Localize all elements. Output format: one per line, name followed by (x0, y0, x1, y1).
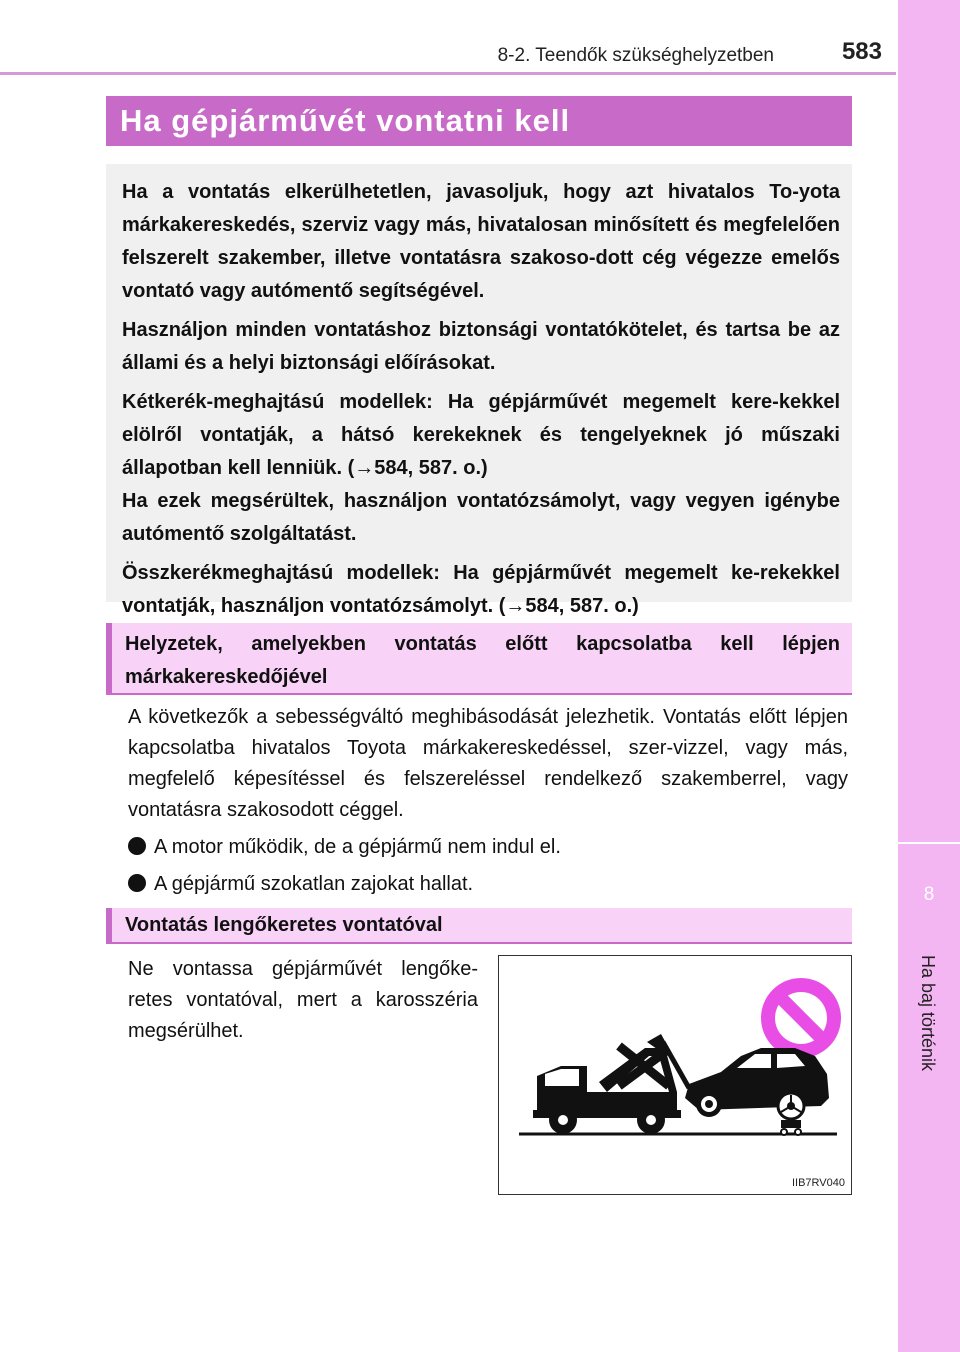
chapter-number: 8 (923, 884, 935, 905)
bullet-icon (128, 874, 146, 892)
illustration-frame (498, 955, 852, 1195)
header-rule (0, 72, 896, 75)
section-body-dealer (128, 702, 848, 900)
section-heading-sling (106, 908, 852, 944)
section-heading-text: Vontatás lengőkeretes vontatóval (125, 914, 443, 936)
summary-box (106, 164, 852, 617)
car-icon (685, 1048, 829, 1119)
prohibited-icon (761, 978, 841, 1058)
page-number: 583 (841, 38, 882, 65)
figure-code: IIB7RV040 (791, 1177, 845, 1189)
side-tab-divider (898, 842, 960, 844)
summary-paragraph: Ha a vontatás elkerülhetetlen, javasoljuk, hogy azt hivatalos To-yota márkakereskedés, szerviz vagy más, hivatalosan minősített és megfelelően felszerelt szakember, illetve vontatásra szakoso-dott cég végezze emelős vontató vagy autómentő segítségével. (122, 181, 840, 302)
section-body-sling: Ne vontassa gépjárművét lengőke-retes vontatóval, mert a karosszéria megsérülhet. (128, 958, 478, 1042)
section-heading-text: Helyzetek, amelyekben vontatás előtt kapcsolatba kell lépjen márkakereskedőjével (125, 633, 840, 688)
summary-paragraph: Kétkerék-meghajtású modellek: Ha gépjárművét megemelt kere-kekkel elölről vontatják, a hátsó kerekeknek és tengelyeknek jó műszaki állapotban kell lenniük. (→584, 587. o.) (122, 391, 840, 479)
page-title-bar (106, 96, 852, 146)
chapter-label: Ha baj történik (918, 955, 938, 1072)
list-item (128, 832, 848, 863)
list-item-text: A gépjármű szokatlan zajokat hallat. (154, 873, 474, 895)
summary-paragraph: Ha ezek megsérültek, használjon vontatózsámolyt, vagy vegyen igénybe autómentő szolgáltatást. (122, 490, 840, 545)
tow-truck-icon (533, 1034, 689, 1134)
sling-tow-illustration (499, 956, 851, 1194)
list-item-text: A motor működik, de a gépjármű nem indul el. (154, 836, 561, 858)
list-item (128, 869, 848, 900)
page-title: Ha gépjárművét vontatni kell (120, 103, 571, 138)
header-section-title: 8-2. Teendők szükséghelyzetben (497, 45, 774, 66)
chapter-side-tab (898, 0, 960, 1352)
section-heading-dealer (106, 623, 852, 695)
summary-paragraph: Használjon minden vontatáshoz biztonsági vontatókötelet, és tartsa be az állami és a helyi biztonsági előírásokat. (122, 319, 840, 374)
body-paragraph: A következők a sebességváltó meghibásodását jelezhetik. Vontatás előtt lépjen kapcsolatba hivatalos Toyota márkakereskedéssel, szer-vizzel, vagy más, megfelelő képesítéssel és felszereléssel rendelkező szakemberrel, vagy vontatásra szakosodott céggel. (128, 706, 848, 821)
bullet-icon (128, 837, 146, 855)
summary-paragraph: Összkerékmeghajtású modellek: Ha gépjárművét megemelt ke-rekekkel vontatják, használjon vontatózsámolyt. (→584, 587. o.) (122, 562, 840, 617)
